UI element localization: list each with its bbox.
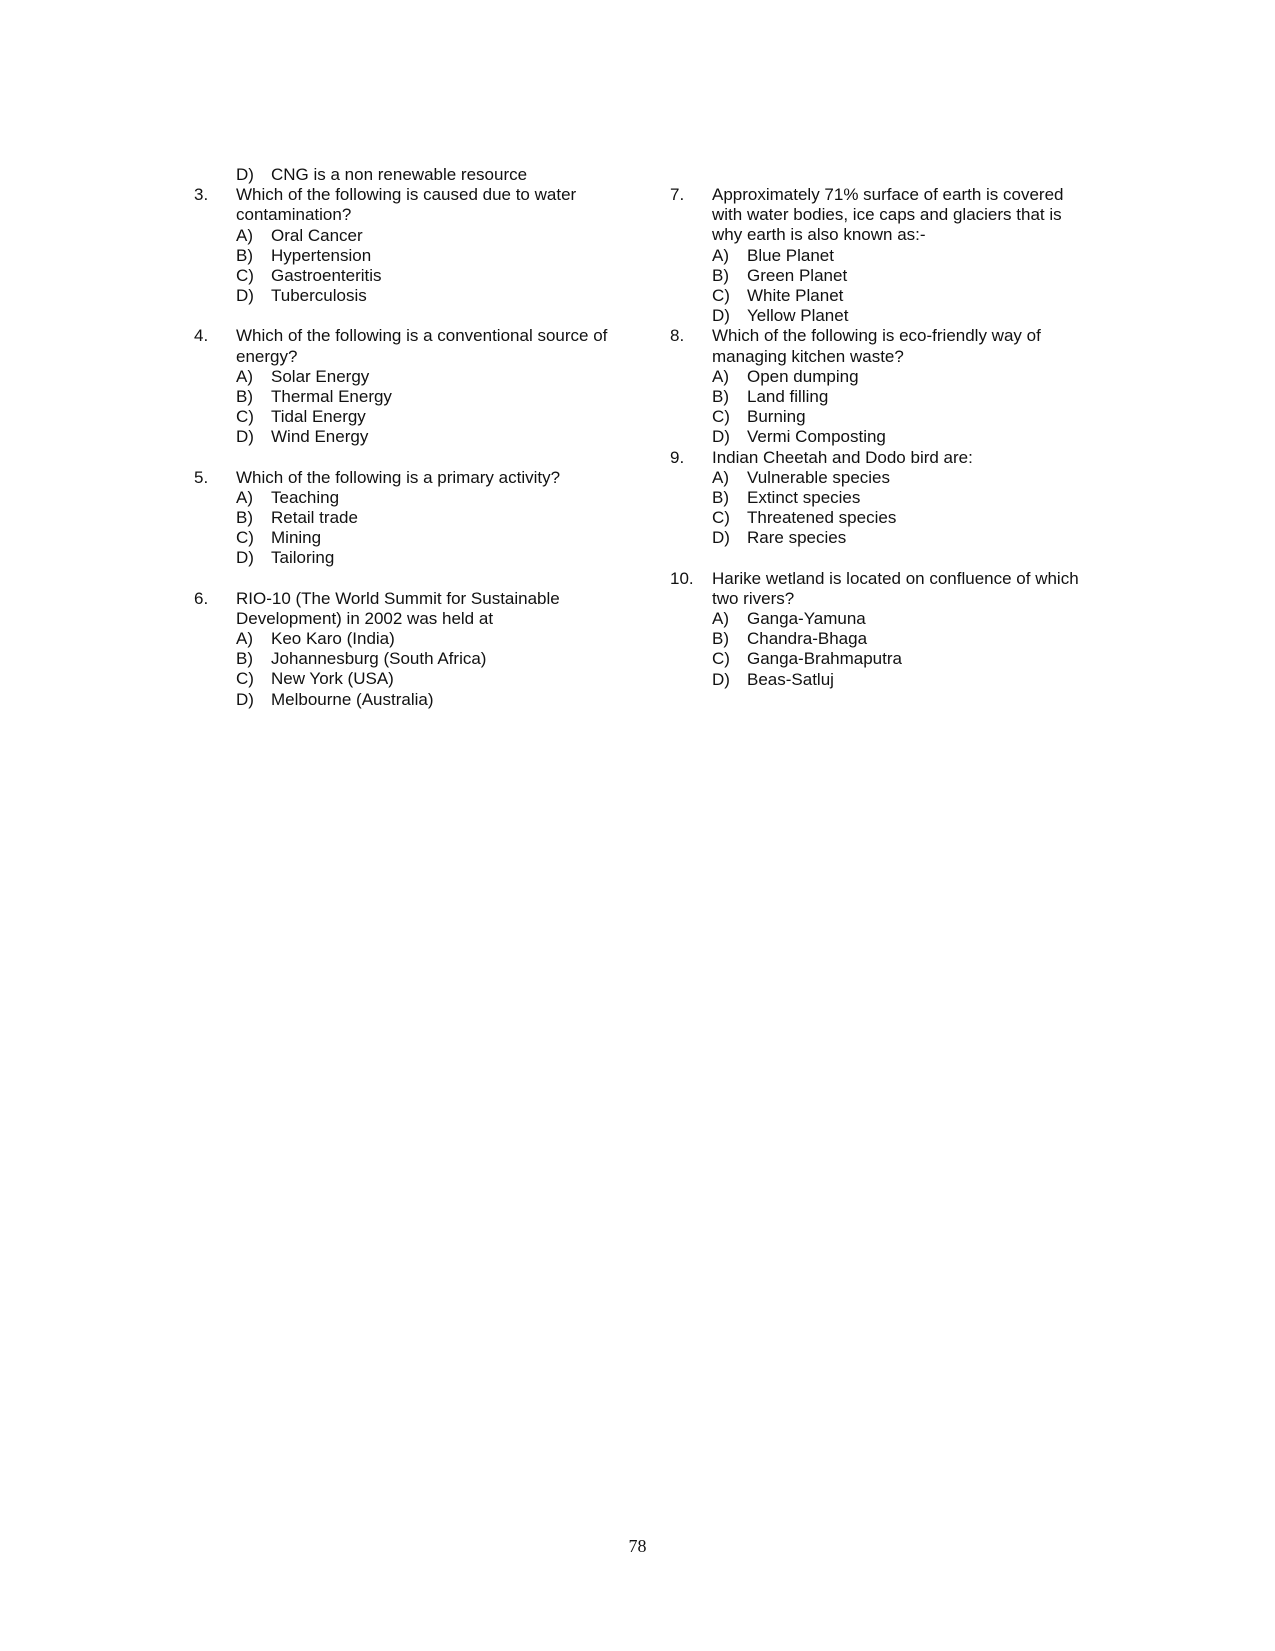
option-d [194, 427, 624, 447]
option-text: Gastroenteritis [271, 266, 382, 286]
option-text: Melbourne (Australia) [271, 689, 434, 709]
option-letter: A) [236, 225, 253, 245]
option-c [194, 407, 624, 427]
option-text: Vulnerable species [747, 467, 891, 487]
option-letter: A) [712, 467, 729, 487]
option-letter: D) [712, 528, 730, 548]
question-number: 9. [670, 447, 685, 467]
left-column [194, 165, 624, 710]
question-6 [194, 589, 624, 710]
option-a [194, 367, 624, 387]
option-c [670, 649, 1090, 669]
option-b [670, 266, 1090, 286]
option-letter: D) [236, 286, 254, 306]
option-b [194, 508, 624, 528]
option-text: Extinct species [747, 488, 861, 508]
option-letter: C) [236, 266, 254, 286]
option-d [670, 528, 1090, 548]
option-letter: A) [236, 366, 253, 386]
option-text: Yellow Planet [747, 306, 849, 326]
option-d [670, 427, 1090, 447]
option-b [194, 649, 624, 669]
option-letter: C) [712, 407, 730, 427]
question-8 [670, 326, 1090, 447]
option-d [194, 548, 624, 568]
option-letter: B) [712, 387, 729, 407]
question-stem: Indian Cheetah and Dodo bird are: [712, 447, 973, 467]
option-d [670, 670, 1090, 690]
question-number: 5. [194, 467, 209, 487]
question-10 [670, 569, 1090, 690]
option-c [194, 528, 624, 548]
option-a [670, 246, 1090, 266]
option-letter: A) [712, 366, 729, 386]
option-text: Wind Energy [271, 427, 369, 447]
option-letter: A) [236, 487, 253, 507]
option-text: Ganga-Yamuna [747, 609, 866, 629]
question-9 [670, 448, 1090, 549]
option-b [194, 387, 624, 407]
option-letter: B) [712, 488, 729, 508]
option-text: Teaching [271, 487, 340, 507]
option-text: Tuberculosis [271, 286, 367, 306]
option-letter: B) [236, 508, 253, 528]
question-number: 8. [670, 326, 685, 346]
option-letter: C) [236, 528, 254, 548]
option-text: White Planet [747, 286, 844, 306]
option-text: Johannesburg (South Africa) [271, 649, 487, 669]
option-letter: D) [236, 165, 254, 184]
option-letter: C) [236, 407, 254, 427]
option-text: Thermal Energy [271, 387, 392, 407]
option-text: Open dumping [747, 366, 859, 386]
question-stem: Which of the following is a primary activity? [236, 467, 561, 487]
question-7 [670, 185, 1090, 326]
option-a [670, 609, 1090, 629]
question-stem: Approximately 71% surface of earth is covered with water bodies, ice caps and glaciers that is why earth is also known as:- [712, 185, 1064, 245]
option-a [670, 367, 1090, 387]
option-text: Threatened species [747, 508, 897, 528]
option-text: Chandra-Bhaga [747, 629, 868, 649]
option-a [194, 629, 624, 649]
option-d [194, 690, 624, 710]
page-number: 78 [628, 1536, 647, 1556]
option-text: Land filling [747, 387, 829, 407]
option-letter: A) [712, 609, 729, 629]
question-stem: Which of the following is caused due to water contamination? [236, 185, 577, 225]
option-d [670, 306, 1090, 326]
option-c [194, 669, 624, 689]
option-letter: D) [712, 306, 730, 326]
option-letter: D) [236, 548, 254, 568]
option-letter: D) [712, 427, 730, 447]
continuation-option [194, 165, 624, 185]
option-text: Tidal Energy [271, 407, 366, 427]
option-a [670, 468, 1090, 488]
option-b [194, 246, 624, 266]
option-text: Solar Energy [271, 366, 370, 386]
option-text: CNG is a non renewable resource [271, 165, 528, 184]
option-letter: C) [712, 286, 730, 306]
question-stem: RIO-10 (The World Summit for Sustainable Development) in 2002 was held at [236, 588, 560, 628]
option-d [194, 286, 624, 306]
option-b [670, 629, 1090, 649]
option-text: Tailoring [271, 548, 335, 568]
question-stem: Harike wetland is located on confluence of which two rivers? [712, 568, 1079, 608]
question-number: 7. [670, 185, 685, 204]
option-text: Keo Karo (India) [271, 629, 395, 649]
question-3 [194, 185, 624, 306]
option-letter: B) [236, 649, 253, 669]
option-letter: B) [236, 245, 253, 265]
option-letter: D) [712, 669, 730, 689]
option-letter: B) [712, 265, 729, 285]
option-text: Green Planet [747, 265, 848, 285]
option-letter: D) [236, 427, 254, 447]
option-letter: C) [712, 508, 730, 528]
option-letter: D) [236, 689, 254, 709]
question-stem: Which of the following is a conventional source of energy? [236, 326, 608, 366]
option-text: New York (USA) [271, 669, 394, 689]
option-b [670, 488, 1090, 508]
option-c [670, 407, 1090, 427]
option-text: Vermi Composting [747, 427, 886, 447]
option-letter: A) [712, 245, 729, 265]
question-number: 4. [194, 326, 209, 346]
option-b [670, 387, 1090, 407]
option-letter: C) [236, 669, 254, 689]
option-text: Burning [747, 407, 806, 427]
option-a [194, 488, 624, 508]
option-text: Ganga-Brahmaputra [747, 649, 902, 669]
option-a [194, 226, 624, 246]
option-text: Retail trade [271, 508, 358, 528]
option-text: Oral Cancer [271, 225, 363, 245]
option-text: Blue Planet [747, 245, 834, 265]
option-text: Mining [271, 528, 322, 548]
question-number: 6. [194, 588, 209, 608]
option-letter: C) [712, 649, 730, 669]
question-stem: Which of the following is eco-friendly way of managing kitchen waste? [712, 326, 1041, 366]
question-number: 3. [194, 185, 209, 205]
option-text: Beas-Satluj [747, 669, 834, 689]
option-letter: B) [236, 387, 253, 407]
option-c [670, 286, 1090, 306]
question-number: 10. [670, 568, 694, 588]
right-column [670, 185, 1090, 690]
option-text: Rare species [747, 528, 847, 548]
question-4 [194, 326, 624, 447]
option-letter: B) [712, 629, 729, 649]
question-5 [194, 468, 624, 569]
option-c [670, 508, 1090, 528]
option-text: Hypertension [271, 245, 372, 265]
option-letter: A) [236, 629, 253, 649]
option-c [194, 266, 624, 286]
